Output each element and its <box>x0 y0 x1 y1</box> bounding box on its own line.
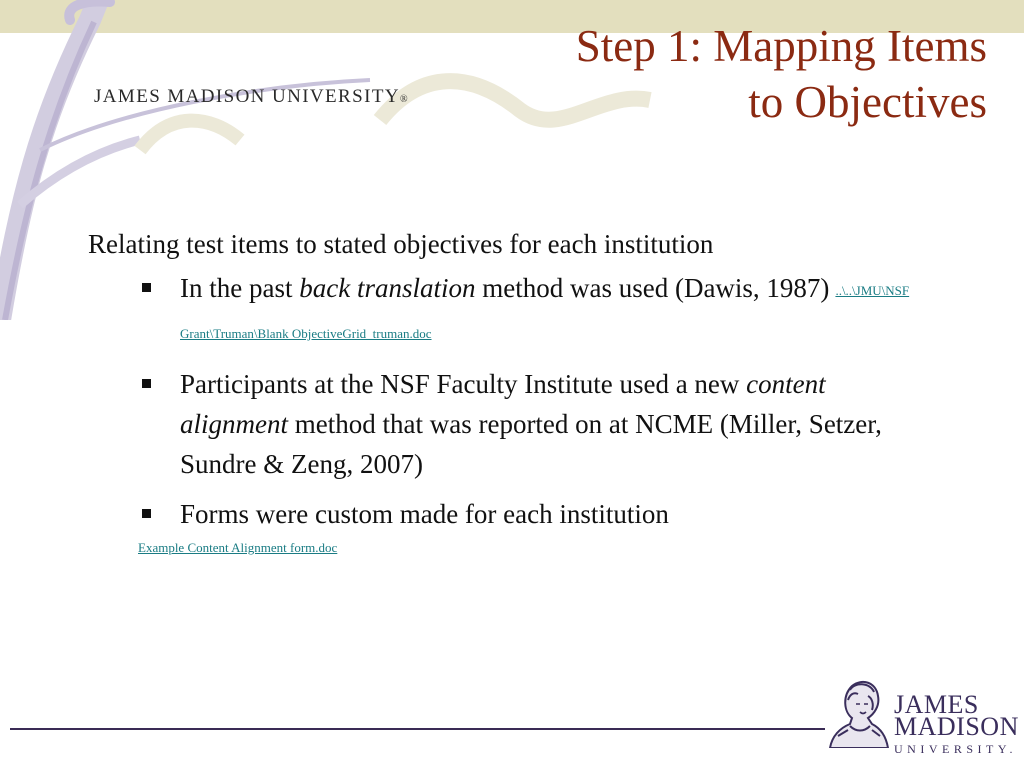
example-form-link[interactable]: Example Content Alignment form.doc <box>138 540 338 555</box>
bullet-text: method was used (Dawis, 1987) <box>475 273 830 303</box>
square-bullet-icon <box>142 509 151 518</box>
lead-text: Relating test items to stated objectives for each institution <box>88 229 714 259</box>
bullet-item <box>88 364 948 484</box>
footer-logo-line-2: MADISON <box>894 712 1019 741</box>
slide-content <box>88 226 948 544</box>
bullet-item <box>88 494 948 534</box>
madison-bust-icon <box>828 676 890 748</box>
logo-text: JAMES MADISON UNIVERSITY <box>94 86 400 107</box>
bullet-text: In the past <box>180 273 300 303</box>
footer-logo-university: UNIVERSITY. <box>894 742 1017 756</box>
footer-divider <box>10 728 825 730</box>
title-line-2: to Objectives <box>748 77 987 127</box>
slide-title <box>367 18 987 130</box>
jmu-header-logo <box>94 86 409 108</box>
registered-mark: ® <box>399 94 409 105</box>
footer-logo-line-1: JAMES <box>894 690 979 719</box>
bullet-emphasis: back translation <box>299 273 476 303</box>
bullet-text: method that was reported on at NCME (Miller, Setzer, Sundre & Zeng, 2007) <box>180 409 882 479</box>
bullet-emphasis: content alignment <box>180 369 826 439</box>
square-bullet-icon <box>142 379 151 388</box>
footer-logo-name <box>894 690 1019 741</box>
bullet-text: Participants at the NSF Faculty Institute used a new <box>180 369 747 399</box>
bullet-item <box>88 268 948 354</box>
square-bullet-icon <box>142 283 151 292</box>
bullet-text: Forms were custom made for each institution <box>180 499 669 529</box>
bullet-list <box>88 268 948 534</box>
jmu-footer-logo <box>828 676 1018 758</box>
title-line-1: Step 1: Mapping Items <box>575 21 987 71</box>
objective-grid-link[interactable]: ..\..\JMU\NSF Grant\Truman\Blank ObjectiveGrid_truman.doc <box>180 283 910 341</box>
